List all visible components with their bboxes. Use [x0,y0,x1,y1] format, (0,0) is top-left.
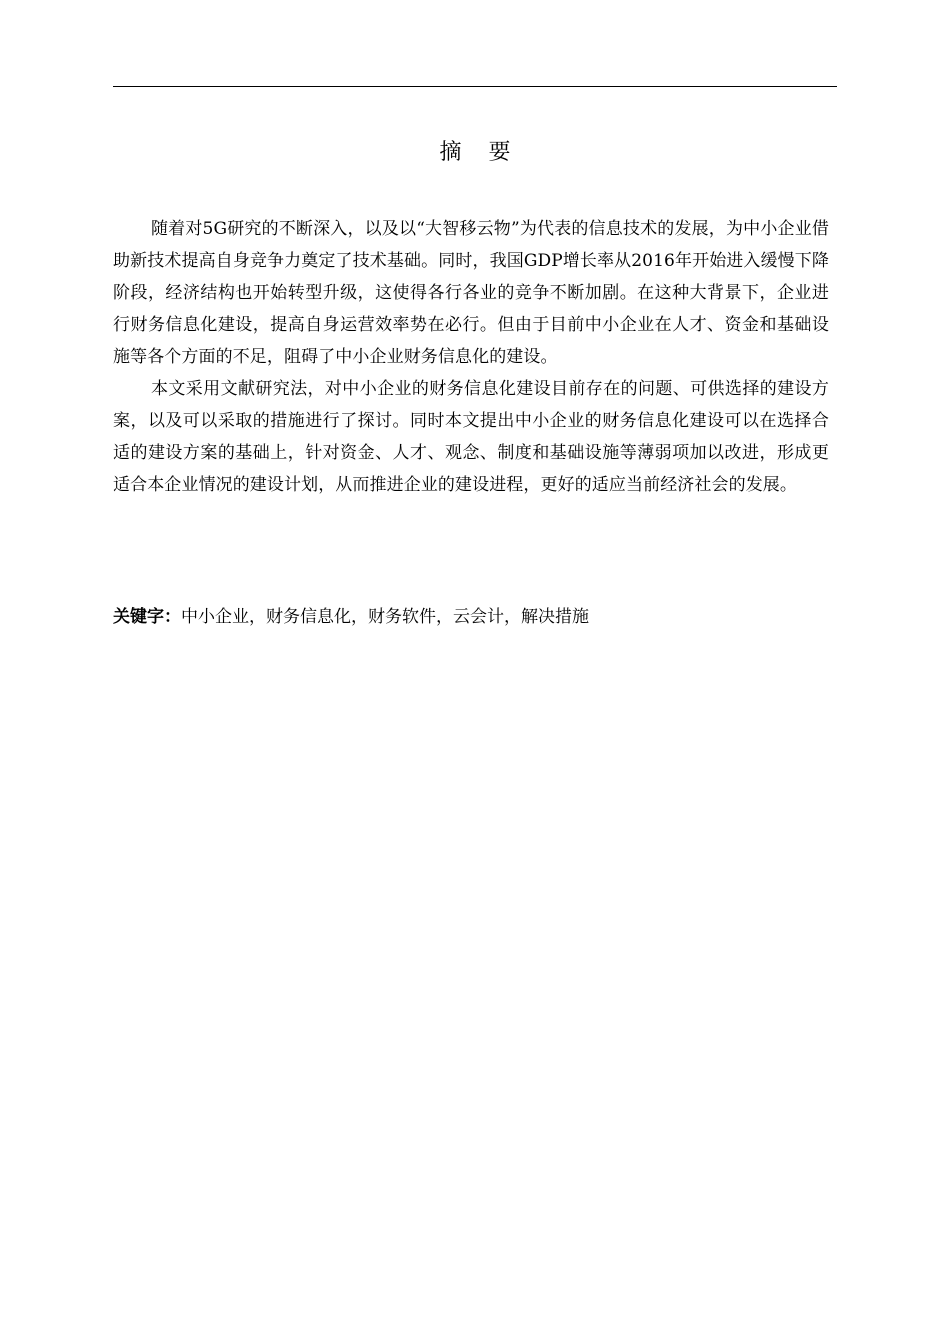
abstract-body [113,213,829,501]
abstract-paragraph-2: 本文采用文献研究法，对中小企业的财务信息化建设目前存在的问题、可供选择的建设方案，以及可以采取的措施进行了探讨。同时本文提出中小企业的财务信息化建设可以在选择合适的建设方案的基础上，针对资金、人才、观念、制度和基础设施等薄弱项加以改进，形成更适合本企业情况的建设计划，从而推进企业的建设进程，更好的适应当前经济社会的发展。 [113,379,829,495]
keywords-line [113,601,829,633]
abstract-paragraph-1: 随着对5G研究的不断深入，以及以“大智移云物”为代表的信息技术的发展，为中小企业借助新技术提高自身竞争力奠定了技术基础。同时，我国GDP增长率从2016年开始进入缓慢下降阶段，经济结构也开始转型升级，这使得各行各业的竞争不断加剧。在这种大背景下，企业进行财务信息化建设，提高自身运营效率势在必行。但由于目前中小企业在人才、资金和基础设施等各个方面的不足，阻碍了中小企业财务信息化的建设。 [113,219,829,367]
keywords-list: 中小企业，财务信息化，财务软件，云会计，解决措施 [181,607,589,627]
abstract-title: 摘 要 [439,140,521,165]
keywords-label: 关键字： [113,607,181,627]
header-rule [113,86,837,87]
